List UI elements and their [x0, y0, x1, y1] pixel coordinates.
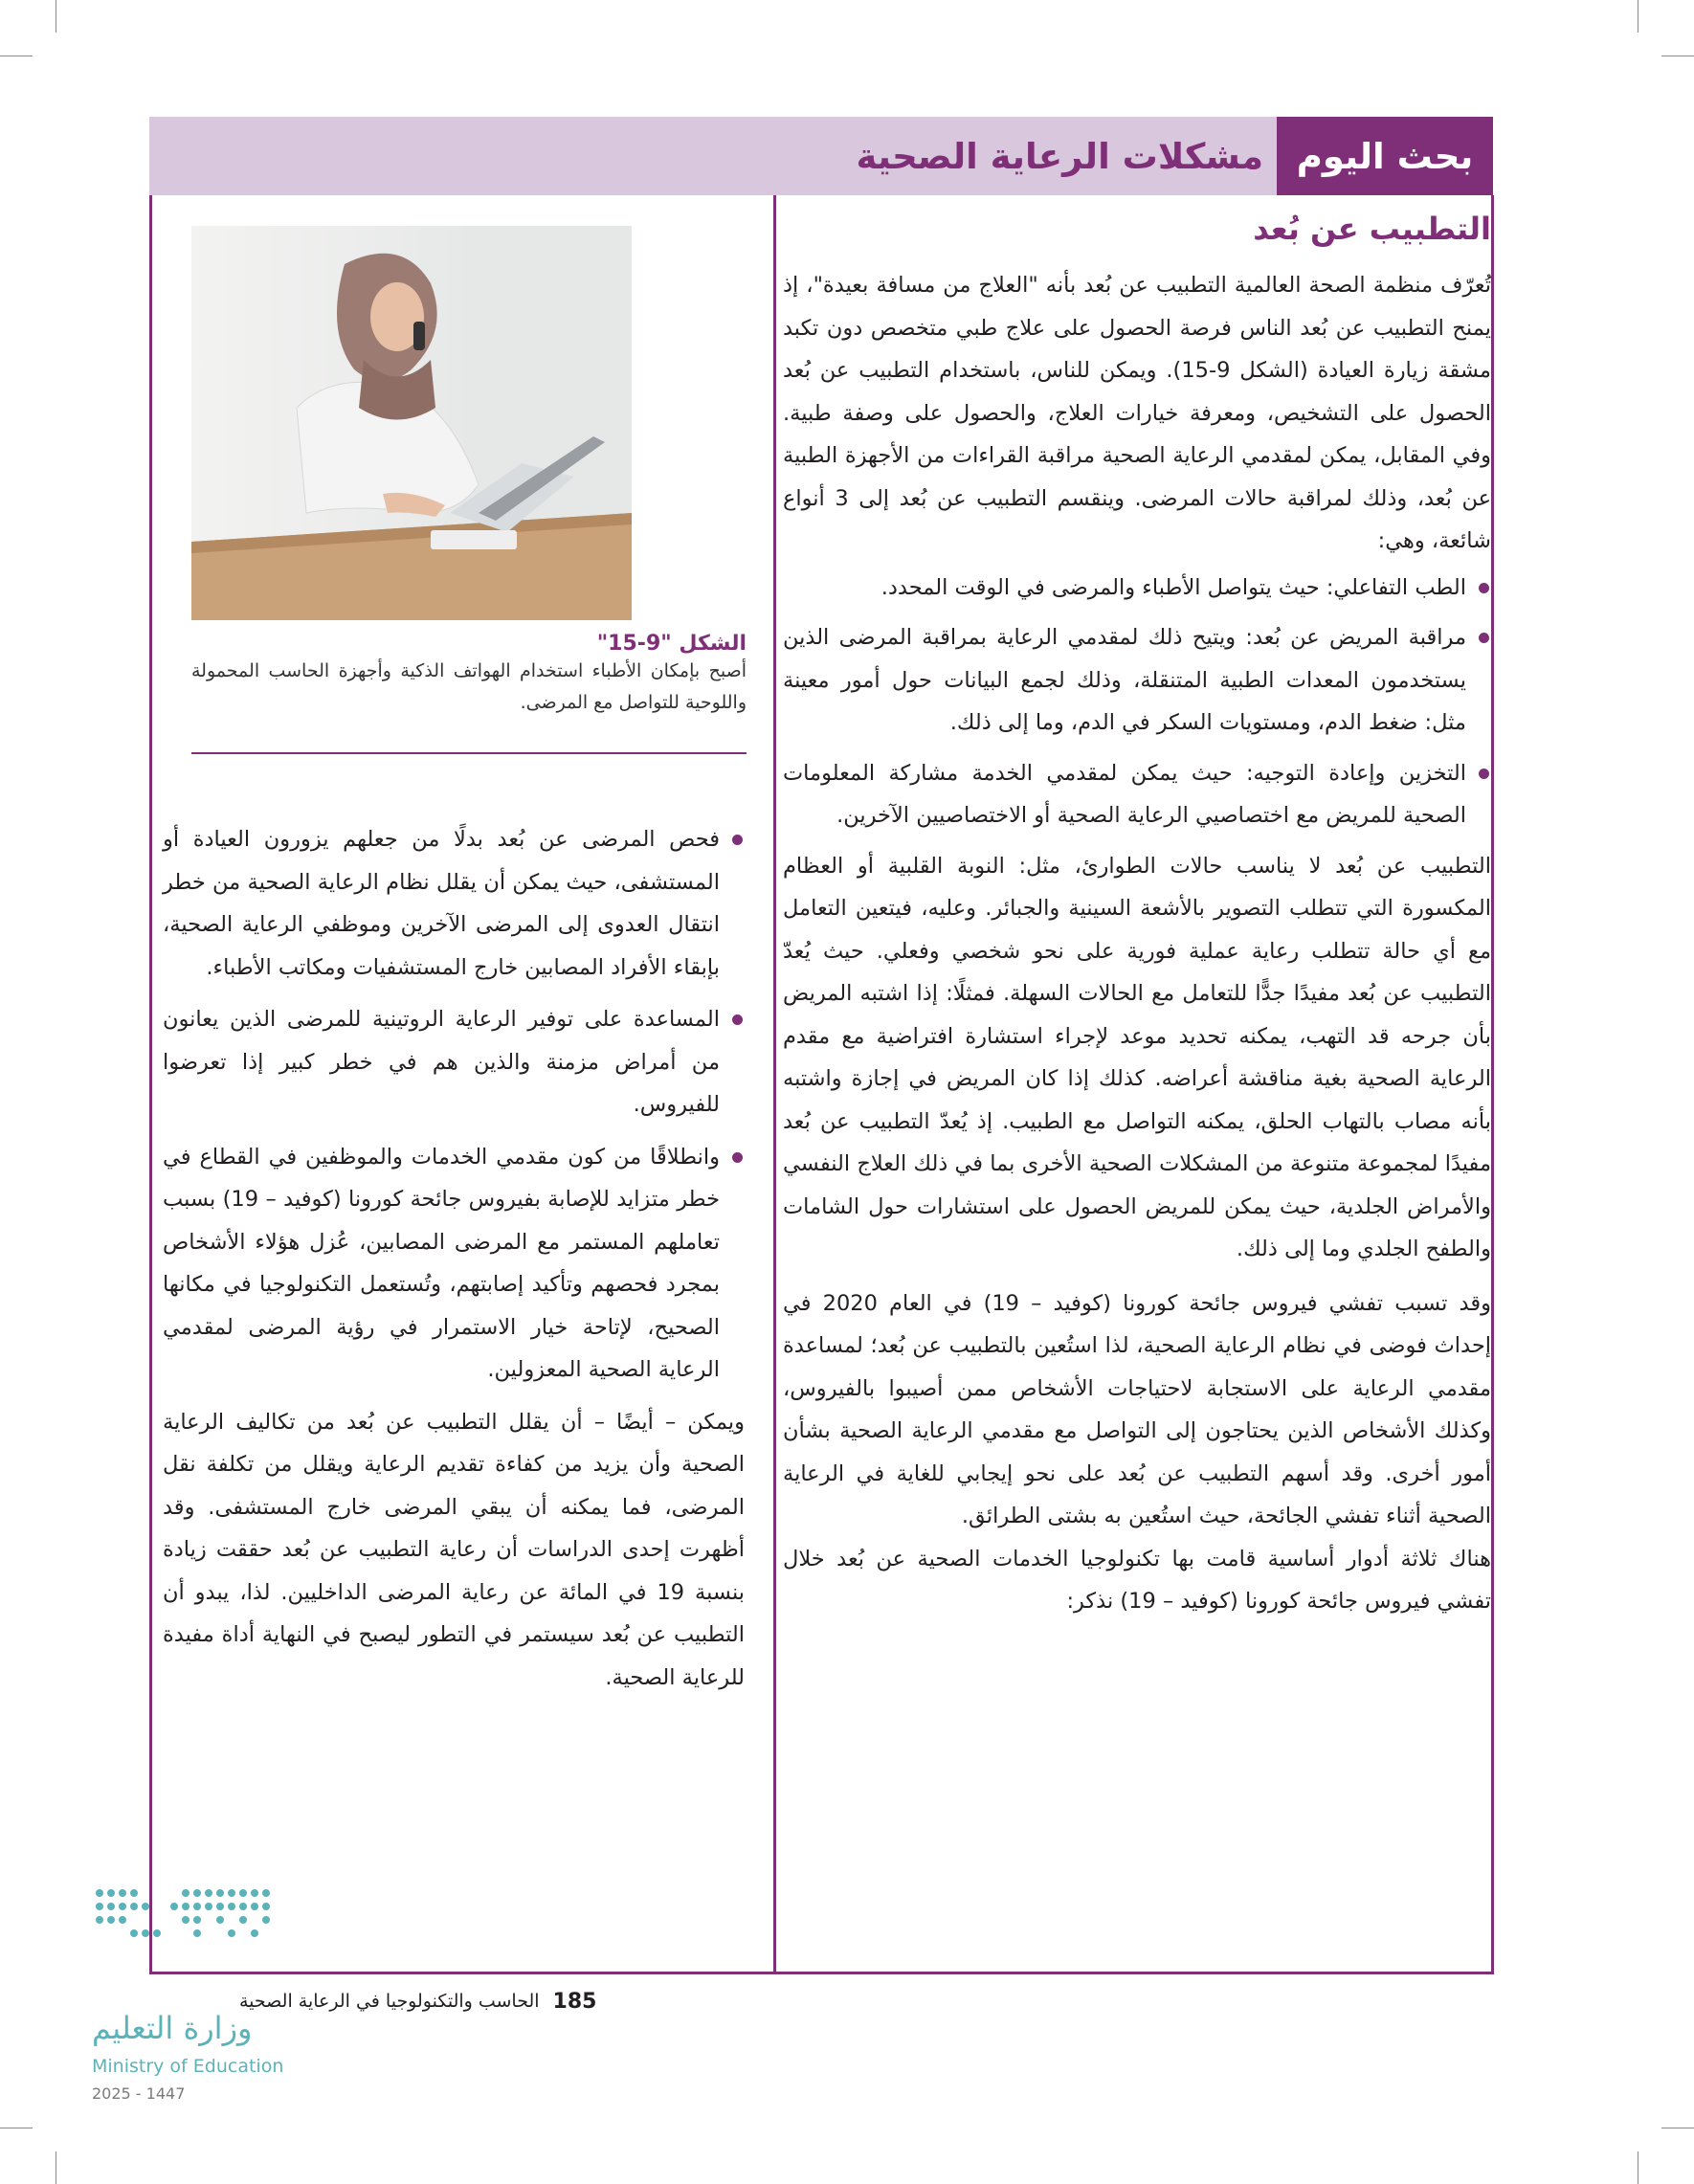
covid-roles-list [163, 818, 745, 1392]
figure-caption [191, 632, 747, 719]
banner-title: مشكلات الرعاية الصحية [856, 135, 1263, 177]
banner-tag: بحث اليوم [1277, 117, 1493, 195]
intro-paragraph: تُعرّف منظمة الصحة العالمية التطبيب عن بُعد بأنه "العلاج من مسافة بعيدة"، إذ يمنح التطبيب عن بُعد الناس فرصة الحصول على علاج طبي متخصص دون تكبد مشقة زيارة العيادة (الشكل 9-15). ويمكن للناس، باستخدام التطبيب عن بُعد الحصول على التشخيص، ومعرفة خيارات العلاج، والحصول على وصفة طبية. وفي المقابل، يمكن لمقدمي الرعاية الصحية مراقبة القراءات من الأجهزة الطبية عن بُعد، وذلك لمراقبة حالات المرضى. وينقسم التطبيب عن بُعد إلى 3 أنواع شائعة، وهي: [783, 273, 1491, 553]
list-item: وانطلاقًا من كون مقدمي الخدمات والموظفين في القطاع في خطر متزايد للإصابة بفيروس جائحة كورونا (كوفيد – 19) بسبب تعاملهم المستمر مع المرضى المصابين، عُزل هؤلاء الأشخاص بمجرد فحصهم وتأكيد إصابتهم، وتُستعمل التكنولوجيا في مكانها الصحيح، لإتاحة خيار الاستمرار في رؤية المرضى لمقدمي الرعاية الصحية المعزولين. [163, 1136, 745, 1392]
right-column [783, 211, 1491, 1623]
list-item: الطب التفاعلي: حيث يتواصل الأطباء والمرضى في الوقت المحدد. [783, 567, 1491, 610]
frame-left-line [149, 195, 152, 1973]
paragraph: هناك ثلاثة أدوار أساسية قامت بها تكنولوجيا الخدمات الصحية عن بُعد خلال تفشي فيروس جائحة كورونا (كوفيد – 19) نذكر: [783, 1546, 1491, 1614]
paragraph: التطبيب عن بُعد لا يناسب حالات الطوارئ، مثل: النوبة القلبية أو العظام المكسورة التي تتطلب التصوير بالأشعة السينية والجبائر. وعليه، فيتعين التعامل مع أي حالة تتطلب رعاية عملية فورية على نحو شخصي وفعلي. حيث يُعدّ التطبيب عن بُعد مفيدًا جدًّا للتعامل مع الحالات السهلة. فمثلًا: إذا اشتبه المريض بأن جرحه قد التهب، يمكنه تحديد موعد لإجراء استشارة افتراضية مع مقدم الرعاية الصحية بغية مناقشة أعراضه. كذلك إذا كان المريض في إجازة واشتبه بأنه مصاب بالتهاب الحلق، يمكنه التواصل مع الطبيب. إذ يُعدّ التطبيب عن بُعد مفيدًا لمجموعة متنوعة من المشكلات الصحية الأخرى بما في ذلك العلاج النفسي والأمراض الجلدية، حيث يمكن للمريض الحصول على استشارات حول الشامات والطفح الجلدي وما إلى ذلك. [783, 853, 1491, 1261]
left-column [163, 818, 745, 1699]
paragraph: ويمكن – أيضًا – أن يقلل التطبيب عن بُعد من تكاليف الرعاية الصحية وأن يزيد من كفاءة تقديم الرعاية ويقلل من تكلفة نقل المرضى، فما يمكنه أن يبقي المرضى خارج المستشفى. وقد أظهرت إحدى الدراسات أن رعاية التطبيب عن بُعد حققت زيادة بنسبة 19 في المائة عن رعاية المرضى الداخليين. لذا، يبدو أن التطبيب عن بُعد سيستمر في التطور ليصبح في النهاية أداة مفيدة للرعاية الصحية. [163, 1409, 745, 1690]
figure-label: الشكل "9-15" [596, 632, 747, 656]
ministry-name-ar: وزارة التعليم [92, 2010, 253, 2046]
list-item: مراقبة المريض عن بُعد: ويتيح ذلك لمقدمي الرعاية بمراقبة المرضى الذين يستخدمون المعدات الطبية المتنقلة، وذلك لجمع البيانات حول أمور معينة مثل: ضغط الدم، ومستويات السكر في الدم، وما إلى ذلك. [783, 616, 1491, 745]
caption-divider [191, 752, 747, 754]
ministry-logo-dots-icon [80, 1883, 310, 1998]
page-number: 185 [552, 1989, 597, 2014]
ministry-year: 2025 - 1447 [92, 2084, 186, 2103]
doctor-laptop-illustration [191, 226, 632, 620]
column-divider [773, 195, 776, 1973]
figure-caption-text: أصبح بإمكان الأطباء استخدام الهواتف الذكية وأجهزة الحاسب المحمولة واللوحية للتواصل مع المرضى. [191, 660, 747, 713]
list-item: التخزين وإعادة التوجيه: حيث يمكن لمقدمي الخدمة مشاركة المعلومات الصحية للمريض مع اختصاصيي الرعاية الصحية أو الاختصاصيين الآخرين. [783, 752, 1491, 837]
book-title: الحاسب والتكنولوجيا في الرعاية الصحية [239, 1991, 540, 2012]
list-item: فحص المرضى عن بُعد بدلًا من جعلهم يزورون العيادة أو المستشفى، حيث يمكن أن يقلل نظام الرعاية الصحية من خطر انتقال العدوى إلى المرضى الآخرين وموظفي الرعاية الصحية، بإبقاء الأفراد المصابين خارج المستشفيات ومكاتب الأطباء. [163, 818, 745, 989]
frame-bottom-line [149, 1972, 1494, 1974]
ministry-name-en: Ministry of Education [92, 2056, 284, 2077]
figure-photo [191, 226, 632, 620]
frame-right-line [1491, 195, 1494, 1973]
list-item: المساعدة على توفير الرعاية الروتينية للمرضى الذين يعانون من أمراض مزمنة والذين هم في خطر كبير إذا تعرضوا للفيروس. [163, 998, 745, 1126]
section-title: التطبيب عن بُعد [1253, 211, 1491, 247]
telemedicine-types-list [783, 567, 1491, 837]
paragraph: وقد تسبب تفشي فيروس جائحة كورونا (كوفيد – 19) في العام 2020 في إحداث فوضى في نظام الرعاية الصحية، لذا استُعين بالتطبيب عن بُعد؛ لمساعدة مقدمي الرعاية على الاستجابة لاحتياجات الأشخاص ممن أصيبوا بالفيروس، وكذلك الأشخاص الذين يحتاجون إلى التواصل مع مقدمي الرعاية الصحية بشأن أمور أخرى. وقد أسهم التطبيب عن بُعد على نحو إيجابي للغاية في الرعاية الصحية أثناء تفشي الجائحة، حيث استُعين به بشتى الطرائق. [783, 1290, 1491, 1528]
header-banner [149, 117, 1493, 195]
